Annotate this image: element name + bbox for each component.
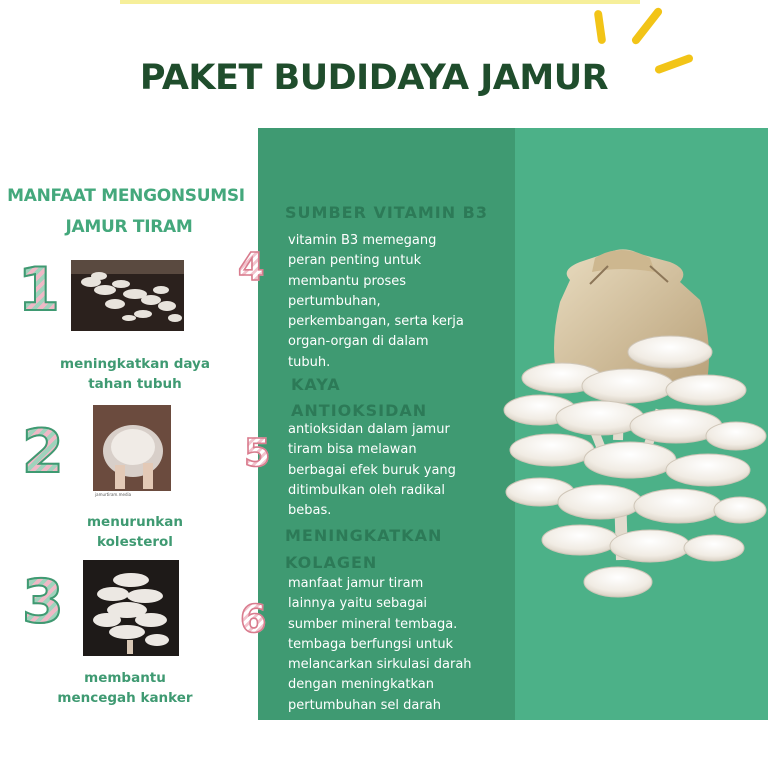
section-4-body: vitamin B3 memegang peran penting untuk membantu proses pertumbuhan, perkembangan, serta kerja organ-organ di dalam tubuh. bbox=[288, 233, 464, 370]
page-title: PAKET BUDIDAYA JAMUR bbox=[139, 58, 609, 98]
number-6: 6 bbox=[240, 597, 267, 641]
caption-3: membantu mencegah kanker bbox=[57, 670, 193, 706]
number-5: 5 bbox=[244, 431, 271, 475]
number-4: 4 bbox=[238, 245, 265, 289]
top-accent-line bbox=[120, 0, 640, 4]
number-2: 2 bbox=[22, 417, 64, 487]
benefits-heading: MANFAAT MENGONSUMSI JAMUR TIRAM bbox=[7, 186, 245, 237]
mushroom-baglog-illustration bbox=[500, 240, 768, 605]
mushroom-photo-2 bbox=[93, 405, 171, 501]
photo-watermark: jamurtiram.media bbox=[95, 492, 132, 497]
section-5-title: KAYA ANTIOKSIDAN bbox=[291, 375, 428, 420]
mushroom-photo-3 bbox=[83, 560, 179, 656]
number-1: 1 bbox=[18, 255, 60, 325]
section-6-title: MENINGKATKAN KOLAGEN bbox=[285, 526, 443, 572]
section-4-title: SUMBER VITAMIN B3 bbox=[285, 203, 489, 222]
mushroom-cluster-photo-1 bbox=[71, 260, 184, 331]
section-5-body: antioksidan dalam jamur tiram bisa melawan berbagai efek buruk yang ditimbulkan oleh radikal bebas. bbox=[288, 422, 456, 519]
section-6-body: manfaat jamur tiram lainnya yaitu sebagai sumber mineral tembaga. tembaga berfungsi untuk melancarkan sirkulasi darah dengan meningkatkan pertumbuhan sel darah bbox=[288, 576, 472, 713]
caption-1: meningkatkan daya tahan tubuh bbox=[60, 356, 210, 392]
number-3: 3 bbox=[22, 567, 64, 637]
caption-2: menurunkan kolesterol bbox=[86, 514, 184, 550]
